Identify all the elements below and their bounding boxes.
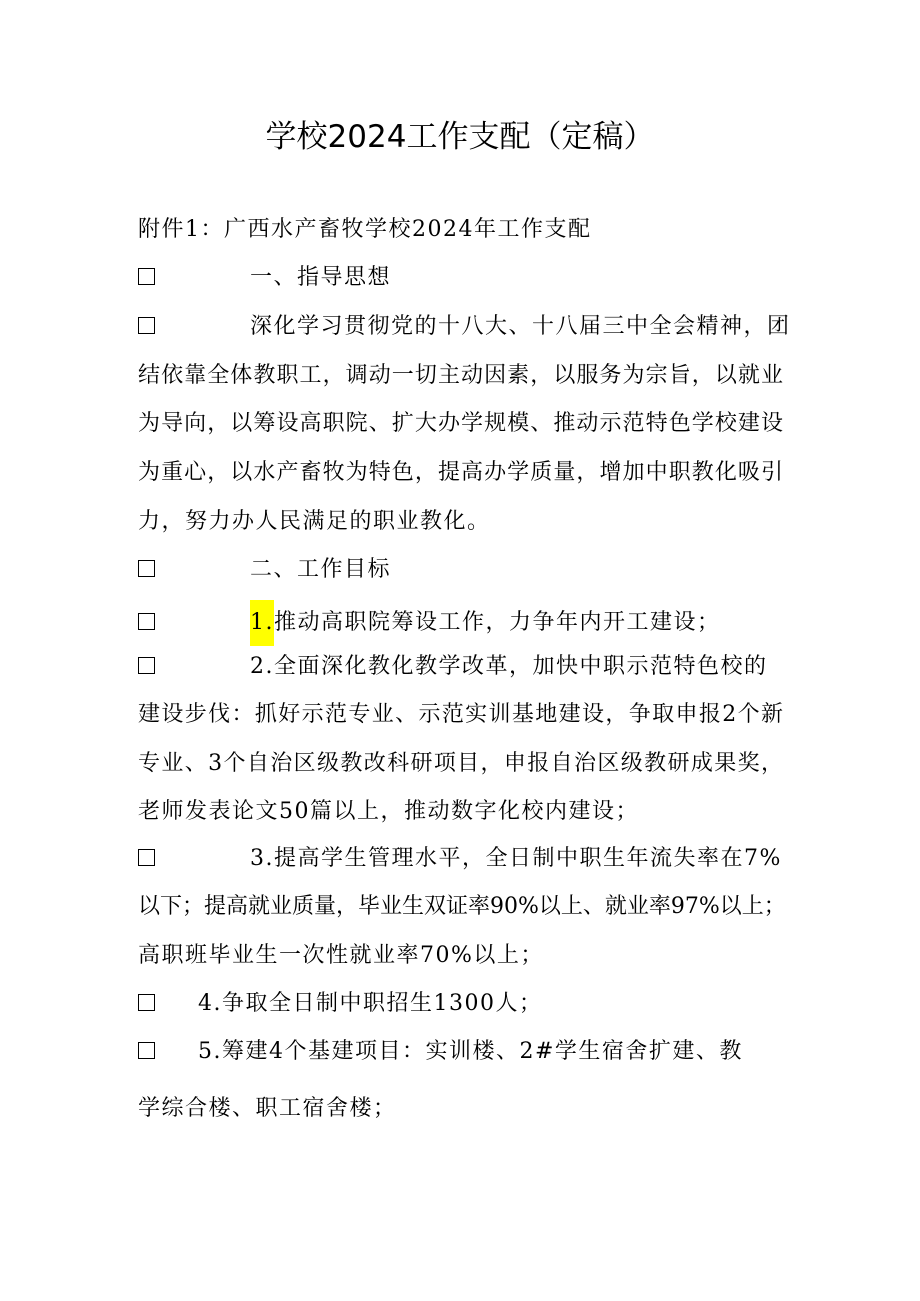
goal4-text: 4.争取全日制中职招生1300人； [198,991,543,1016]
section1-line: 深化学习贯彻党的十八大、十八届三中全会精神，团 [250,314,791,339]
goal3-line: 高职班毕业生一次性就业率70%以上； [138,943,544,968]
section1-line: 为重心，以水产畜牧为特色，提高办学质量，增加中职教化吸引 [138,460,783,485]
goal1-row [138,600,721,646]
section1-line: 结依靠全体教职工，调动一切主动因素，以服务为宗旨，以就业 [138,363,783,388]
checkbox-icon[interactable] [138,994,155,1011]
goal5-line-1-row [138,1036,743,1068]
goal1-number-highlight: 1. [250,600,274,646]
checkbox-icon[interactable] [138,657,155,674]
goal3-line: 3.提高学生管理水平，全日制中职生年流失率在7% [250,846,782,871]
section1-heading: 一、指导思想 [250,265,392,290]
attachment-line: 附件1：广西水产畜牧学校2024年工作支配 [138,217,592,242]
goal2-line: 老师发表论文50篇以上，推动数字化校内建设； [138,799,639,824]
checkbox-icon[interactable] [138,560,155,577]
checkbox-icon[interactable] [138,1042,155,1059]
goal5-line: 学综合楼、职工宿舍楼； [138,1096,397,1121]
goal1-text: 推动高职院筹设工作，力争年内开工建设； [274,610,721,635]
goal3-line-1-row [138,843,782,875]
goal2-line: 专业、3个自治区级教改科研项目，申报自治区级教研成果奖， [138,751,783,776]
document-title: 学校2024工作支配（定稿） [265,119,655,155]
section1-line: 为导向，以筹设高职院、扩大办学规模、推动示范特色学校建设 [138,411,783,436]
section2-heading-row [138,554,391,586]
goal2-line: 建设步伐：抓好示范专业、示范实训基地建设，争取申报2个新 [138,702,783,727]
goal4-row [138,988,542,1020]
section1-heading-row [138,262,391,294]
section1-line-1-row [138,311,791,343]
checkbox-icon[interactable] [138,849,155,866]
goal2-line: 2.全面深化教化教学改革，加快中职示范特色校的 [250,654,768,679]
goal2-line-1-row [138,651,768,683]
checkbox-icon[interactable] [138,613,155,630]
checkbox-icon[interactable] [138,317,155,334]
goal5-line: 5.筹建4个基建项目：实训楼、2#学生宿舍扩建、教 [198,1039,743,1064]
goal3-line: 以下；提高就业质量，毕业生双证率90%以上、就业率97%以上； [138,894,786,919]
checkbox-icon[interactable] [138,268,155,285]
section1-line: 力，努力办人民满足的职业教化。 [138,509,491,534]
section2-heading: 二、工作目标 [250,557,392,582]
